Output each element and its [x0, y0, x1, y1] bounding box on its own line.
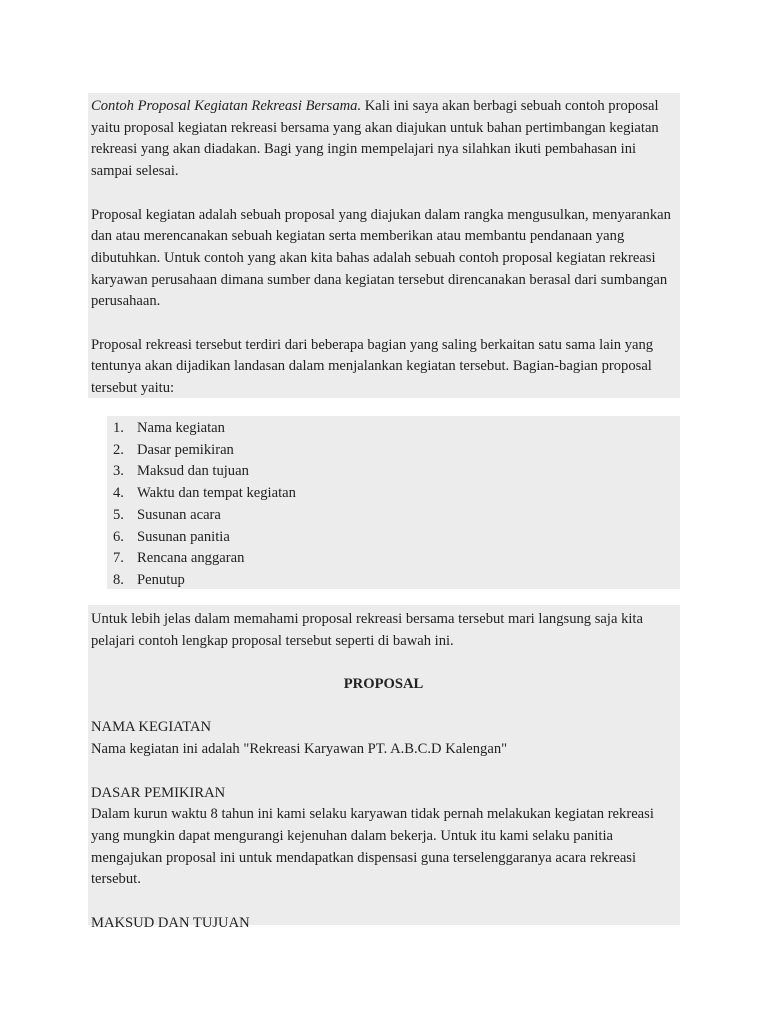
list-number: 7.: [113, 550, 124, 567]
list-item: [113, 570, 680, 592]
parts-paragraph: Proposal rekreasi tersebut terdiri dari beberapa bagian yang saling berkaitan satu sama lain yang tentunya akan dijadikan landasan dalam menjalankan kegiatan tersebut. Bagian-bagian proposal tersebut yaitu:: [91, 336, 654, 397]
list-label: Nama kegiatan: [137, 420, 225, 436]
nama-text: Nama kegiatan ini adalah "Rekreasi Karyawan PT. A.B.C.D Kalengan": [91, 741, 508, 758]
list-label: Susunan panitia: [137, 528, 230, 545]
nama-heading: NAMA KEGIATAN: [91, 719, 212, 736]
list-item: [113, 483, 680, 505]
list-item: [113, 548, 680, 570]
list-number: 2.: [113, 441, 124, 458]
dasar-text: Dalam kurun waktu 8 tahun ini kami selaku karyawan tidak pernah melakukan kegiatan rekreasi yang mungkin dapat mengurangi kejenuhan dalam bekerja. Untuk itu kami selaku panitia mengajukan proposal ini untuk mendapatkan dispensasi guna terselenggaranya acara rekreasi tersebut.: [91, 806, 654, 888]
definition-paragraph: Proposal kegiatan adalah sebuah proposal yang diajukan dalam rangka mengusulkan, menyarankan dan atau merencanakan sebuah kegiatan serta memberikan atau membantu pendanaan yang dibutuhkan. Untuk contoh yang akan kita bahas adalah sebuah contoh proposal kegiatan rekreasi karyawan perusahaan dimana sumber dana kegiatan tersebut direncanakan berasal dari sumbangan perusahaan.: [91, 206, 671, 310]
list-number: 8.: [113, 571, 124, 588]
list-number: 1.: [113, 420, 124, 436]
intro-section: [88, 93, 680, 398]
parts-list: [113, 418, 680, 592]
maksud-heading: MAKSUD DAN TUJUAN: [91, 914, 250, 931]
list-item: [113, 505, 680, 527]
intro-title: Contoh Proposal Kegiatan Rekreasi Bersama.: [91, 98, 362, 114]
list-number: 6.: [113, 528, 124, 545]
list-label: Dasar pemikiran: [137, 441, 234, 458]
list-item: [113, 461, 680, 483]
list-number: 3.: [113, 463, 124, 480]
proposal-section: [88, 605, 680, 931]
lead-paragraph: Untuk lebih jelas dalam memahami proposal rekreasi bersama tersebut mari langsung saja kita pelajari contoh lengkap proposal tersebut seperti di bawah ini.: [91, 611, 643, 649]
intro-text: Kali ini saya akan berbagi sebuah contoh proposal yaitu proposal kegiatan rekreasi bersama yang akan diajukan untuk bahan pertimbangan kegiatan rekreasi yang akan diadakan. Bagi yang ingin mempelajari nya silahkan ikuti pembahasan ini sampai selesai.: [91, 98, 659, 180]
list-item: [113, 527, 680, 549]
list-label: Rencana anggaran: [137, 550, 245, 567]
parts-list-section: [107, 416, 680, 589]
list-item: [113, 440, 680, 462]
list-label: Waktu dan tempat kegiatan: [137, 485, 296, 502]
intro-paragraph: [91, 96, 676, 183]
list-label: Penutup: [137, 571, 185, 588]
list-number: 4.: [113, 485, 124, 502]
list-label: Maksud dan tujuan: [137, 463, 249, 480]
list-number: 5.: [113, 506, 124, 523]
proposal-heading: PROPOSAL: [343, 676, 424, 693]
dasar-heading: DASAR PEMIKIRAN: [91, 784, 226, 801]
list-label: Susunan acara: [137, 506, 221, 523]
list-item: [113, 418, 680, 440]
